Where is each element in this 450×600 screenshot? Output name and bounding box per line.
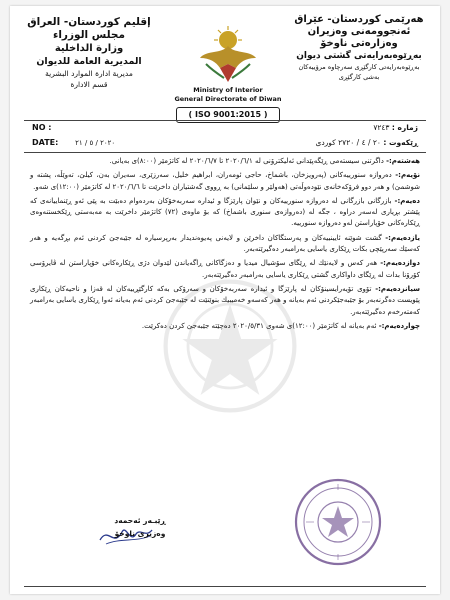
date-value-en: ٢٠٢٠ / ٥ / ٢١ [75,139,116,147]
number-label-en: NO : [32,123,52,132]
iso-badge: ( ISO 9001:2015 ) [176,107,280,123]
paragraph-13 [30,284,420,318]
number-label-ku: ژمارە : [391,123,418,132]
header-arabic-region: إقليم كوردستان- العراق [27,16,151,28]
ministry-name: Ministry of Interior [193,86,263,94]
refs-divider [24,152,426,153]
header-arabic-ministry: وزارة الداخلية [54,43,124,54]
header-kurdish-region: هەرێمی كوردستان- عێراق [294,14,424,25]
signatory-title: وەزیری ناوخۆ [114,529,166,538]
directorate-name: General Directorate of Diwan [174,95,282,103]
paragraph-label: چواردەیەم:- [378,321,420,330]
header-arabic [24,16,154,90]
header-kurdish-directorate: بەڕێوەبەرایەتی گشتی دیوان [296,51,422,61]
paragraph-11 [30,233,420,256]
header-arabic-hr: مديرية ادارة الموارد البشرية [45,69,133,78]
paragraph-text: داگرتنی سیستەمی ڕێگەپێدانی ئەلیكترۆنی لە ٢٠٢٠/٦/١ تا ٢٠٢٠/٦/٧ لە كاتژمێر (٨:٠٠)ی بەیانی. [109,157,384,165]
header-kurdish-ministry: وەزارەتی ناوخۆ [320,38,398,49]
paragraph-label: سیانزدەیەم:- [375,284,420,293]
paragraph-label: هەشتەم:- [386,157,420,165]
number-value-ku: ٧٢٤٣ [373,123,390,132]
paragraph-text: بازرگانی بازرگانی لە دەروازە سنورییەكان و نێوان پارێزگا و ئیدارە سەربەخۆكان بەردەوام دەبێت بە پێی ئەو ڕێنماییانەی كە پێشتر بڕیاری لەسەر دراوە ، جگە لە (دەروازەی سنوری باشماخ) كە بۆ ماوەی (٧٢) كاتژمێر داخرێت بە مەبەستی ڕێكخستنەوەی ڕێكارەكانی خۆپاراستن لەو دەروازە سنورییە. [30,196,420,228]
paragraph-text: تۆوی تۆیەرایسینۆكان لە پارێزگا و ئیدارە سەربەخۆكان و سەرۆكی بەكە كارگێڕییەكان لە قەزا و ناحیەكان ڕێكاری پێویست دەگرنەبەر بۆ جێبەجێكردنی ئەم بەیانە و هەر كەسەو خەمیبیك بنوێنێت لە جێبەجێ كردنی ئەم بەیانە ئەوا ڕێكاری یاسایی بەرامبەر كەمتەرخەم دەگیرێتەبەر. [30,284,420,316]
header-kurdish-section: بەشی كارگێڕی [338,73,380,81]
header-arabic-section: قسم الادارة [70,80,108,89]
document-body [30,156,420,335]
header-divider [24,120,426,121]
official-stamp-icon [292,476,384,568]
paragraph-10 [30,196,420,230]
paragraph-text: هەر كەس و لایەنێك لە ڕێگای سۆشیال میدیا و دەزگاكانی ڕاگەیاندن لێدوان دژی ڕێكارەكانی خۆپاراستن لە ڤایرۆسی كۆرۆنا بدات لە ڕێگای داواكاری گشتی ڕێكاری یاسایی بەرامبەر دەگیرێتەبەر. [30,259,420,279]
paragraph-label: نۆیەم:- [395,171,420,180]
paragraph-14 [30,321,420,332]
date-field-en [32,138,115,147]
paragraph-label: دەیەم:- [394,196,420,205]
document-page [10,6,440,594]
paragraph-12 [30,258,420,281]
date-label-en: DATE: [32,138,59,147]
paragraph-text: ئەم بەیانە لە كاتژمێر (١٢:٠٠)ی شەوی ٢٠٢٠/٥/٣١ دەچێتە جێبەجێ كردن دەكرێت. [141,321,377,330]
paragraph-9 [30,170,420,193]
date-field-ku [315,138,418,147]
kurdistan-emblem-icon [196,24,260,84]
footer-divider [24,586,426,587]
paragraph-text: دەروازە سنورییەكانی (پەرویزخان، باشماخ، حاجی ئومەران، ابراهیم خلیل، سەرزێری، سەیران بەن، كیلێ، تەوێڵە، پشتە و شوشمێ) و هەر دوو فرۆكەخانەی نێودەوڵەتی (هەولێر و سلێمانی) بە ڕووی گەشتیاران داخرێت تا ٢٠٢٠/٦/٦ لە كاتژمێر (١٢:٠٠)ی شەو. [30,171,420,191]
header-arabic-council: مجلس الوزراء [52,29,126,41]
paragraph-text: گشت شوێنە ئایینییەكان و پەرستگاكان داخرێن و لایەنی پەیوەندیدار بەرپرسیارە لە جێبەجێ كردنی ئەم بڕگەیە و هەر كەسێك سەرپێچی بكات ڕێكاری یاسایی بەرامبەر دەگیرێتەبەر. [30,233,420,254]
signatory-name: ڕێبـەر ئەحمەد [114,516,166,525]
paragraph-label: دوازدەیەم:- [380,259,420,268]
ministry-english [160,86,296,104]
paragraph-8 [30,156,420,167]
number-field-ku [373,123,418,132]
header-kurdish [290,14,428,82]
header-kurdish-council: ئەنجوومەنی وەزیران [307,26,411,37]
header-kurdish-hr: بەڕێوەبەرایەتی كارگێڕی سەرچاوە مرۆییەكان [298,63,420,71]
number-field-en [32,123,51,132]
paragraph-label: یازدەیەم:- [385,233,420,242]
header-arabic-directorate: المديرية العامة للديوان [36,56,142,67]
date-label-ku: ڕێكەوت : [383,138,418,147]
date-value-ku: ٢٠ / ٤ / ٢٧٢٠ كوردی [315,138,381,147]
